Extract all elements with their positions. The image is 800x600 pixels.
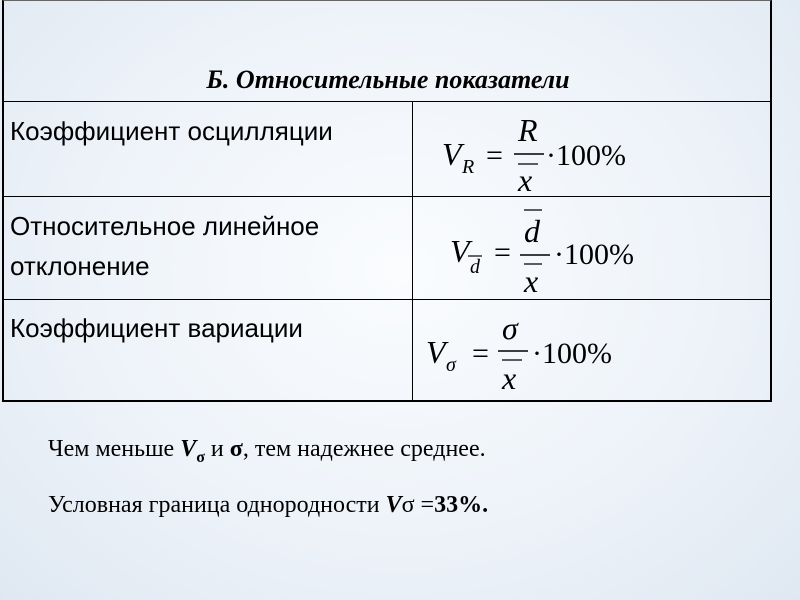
- note-text: , тем надежнее среднее.: [242, 436, 486, 462]
- label-relative-linear-deviation: Относительное линейное отклонение: [10, 211, 320, 281]
- note-v-subscript: σ: [196, 448, 205, 466]
- formula-denominator: x: [518, 162, 533, 197]
- formula-svg: [414, 301, 772, 399]
- formula-numerator: d: [524, 213, 540, 249]
- equals-sign: =: [472, 337, 489, 370]
- formula-multiplier: ·100%: [546, 139, 626, 172]
- formula-subscript: R: [462, 156, 475, 178]
- formula-denominator: x: [524, 263, 539, 298]
- note-sigma-symbol: σ: [401, 492, 415, 518]
- note-v-symbol: V: [385, 492, 402, 518]
- note-line-2: [48, 492, 488, 519]
- note-text: Условная граница однородности: [48, 492, 386, 518]
- formula-svg: [414, 198, 772, 298]
- note-text: =: [414, 492, 435, 518]
- formula-lhs: V: [442, 136, 462, 172]
- table-title: Б. Относительные показатели: [206, 65, 570, 94]
- formula-lhs: V: [426, 334, 446, 370]
- formula-subscript: d: [470, 256, 480, 278]
- formula-oscillation-coefficient: [414, 103, 772, 205]
- label-oscillation-coefficient: Коэффициент осцилляции: [10, 116, 333, 146]
- formula-svg: [414, 103, 772, 197]
- formula-numerator: σ: [502, 310, 518, 346]
- note-text: и: [204, 436, 230, 462]
- formula-relative-linear-deviation: [414, 198, 772, 300]
- note-sigma-symbol: σ: [229, 436, 243, 462]
- column-divider: [412, 101, 413, 401]
- note-v-symbol: V: [180, 436, 197, 462]
- equals-sign: =: [486, 139, 503, 172]
- formula-multiplier: ·100%: [554, 238, 634, 271]
- note-text: Чем меньше: [48, 436, 181, 462]
- indicators-table: [2, 0, 772, 402]
- formula-multiplier: ·100%: [532, 337, 612, 370]
- formula-subscript: σ: [446, 354, 456, 376]
- note-line-1: [48, 436, 486, 467]
- label-variation-coefficient: Коэффициент вариации: [10, 313, 303, 343]
- equals-sign: =: [494, 236, 511, 269]
- formula-variation-coefficient: [414, 301, 772, 403]
- formula-lhs: V: [450, 233, 470, 269]
- row-divider: [4, 101, 772, 102]
- formula-numerator: R: [518, 112, 538, 148]
- note-threshold-value: 33%.: [434, 492, 489, 518]
- formula-denominator: x: [502, 360, 517, 396]
